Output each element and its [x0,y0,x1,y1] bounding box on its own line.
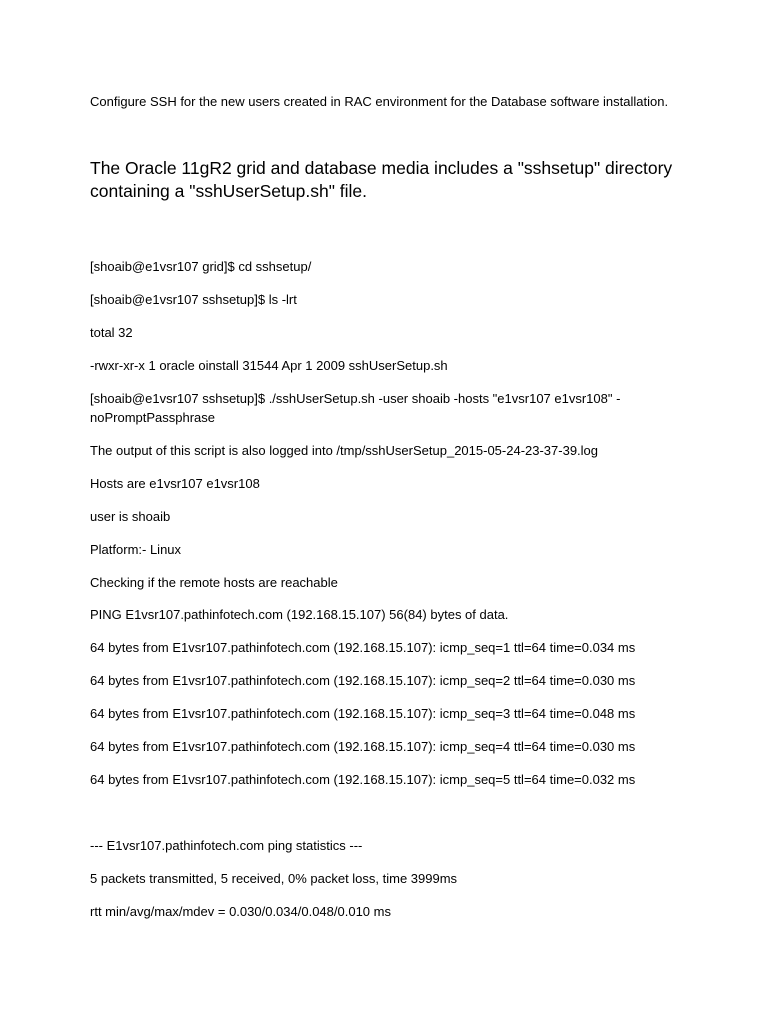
output-reachability-check: Checking if the remote hosts are reachable [90,575,338,590]
output-total: total 32 [90,325,133,340]
section-heading [90,157,710,203]
output-ping-reply: 64 bytes from E1vsr107.pathinfotech.com (192.168.15.107): icmp_seq=4 ttl=64 time=0.030 ms [90,739,636,754]
command-ls: [shoaib@e1vsr107 sshsetup]$ ls -lrt [90,292,297,307]
command-run-sshusersetup: [shoaib@e1vsr107 sshsetup]$ ./sshUserSetup.sh -user shoaib -hosts "e1vsr107 e1vsr108" -noPromptPassphrase [90,391,621,425]
command-cd-sshsetup: [shoaib@e1vsr107 grid]$ cd sshsetup/ [90,259,312,274]
output-hosts: Hosts are e1vsr107 e1vsr108 [90,476,260,491]
output-ping-header: PING E1vsr107.pathinfotech.com (192.168.15.107) 56(84) bytes of data. [90,607,509,622]
output-ping-statistics-header: --- E1vsr107.pathinfotech.com ping statistics --- [90,838,363,853]
output-ping-reply: 64 bytes from E1vsr107.pathinfotech.com (192.168.15.107): icmp_seq=3 ttl=64 time=0.048 ms [90,706,636,721]
output-ping-reply: 64 bytes from E1vsr107.pathinfotech.com (192.168.15.107): icmp_seq=2 ttl=64 time=0.030 ms [90,673,636,688]
output-user: user is shoaib [90,509,171,524]
output-platform: Platform:- Linux [90,542,182,557]
output-file-listing: -rwxr-xr-x 1 oracle oinstall 31544 Apr 1 2009 sshUserSetup.sh [90,358,448,373]
output-packets-summary: 5 packets transmitted, 5 received, 0% packet loss, time 3999ms [90,871,458,886]
output-ping-reply: 64 bytes from E1vsr107.pathinfotech.com (192.168.15.107): icmp_seq=5 ttl=64 time=0.032 ms [90,772,636,787]
output-log-location: The output of this script is also logged into /tmp/sshUserSetup_2015-05-24-23-37-39.log [90,443,599,458]
output-rtt-summary: rtt min/avg/max/mdev = 0.030/0.034/0.048/0.010 ms [90,904,391,919]
intro-text: Configure SSH for the new users created in RAC environment for the Database software installation. [90,94,669,109]
heading-line-1: The Oracle 11gR2 grid and database media includes a "sshsetup" directory [90,158,673,178]
output-ping-reply: 64 bytes from E1vsr107.pathinfotech.com (192.168.15.107): icmp_seq=1 ttl=64 time=0.034 ms [90,640,636,655]
heading-line-2: containing a "sshUserSetup.sh" file. [90,181,368,201]
